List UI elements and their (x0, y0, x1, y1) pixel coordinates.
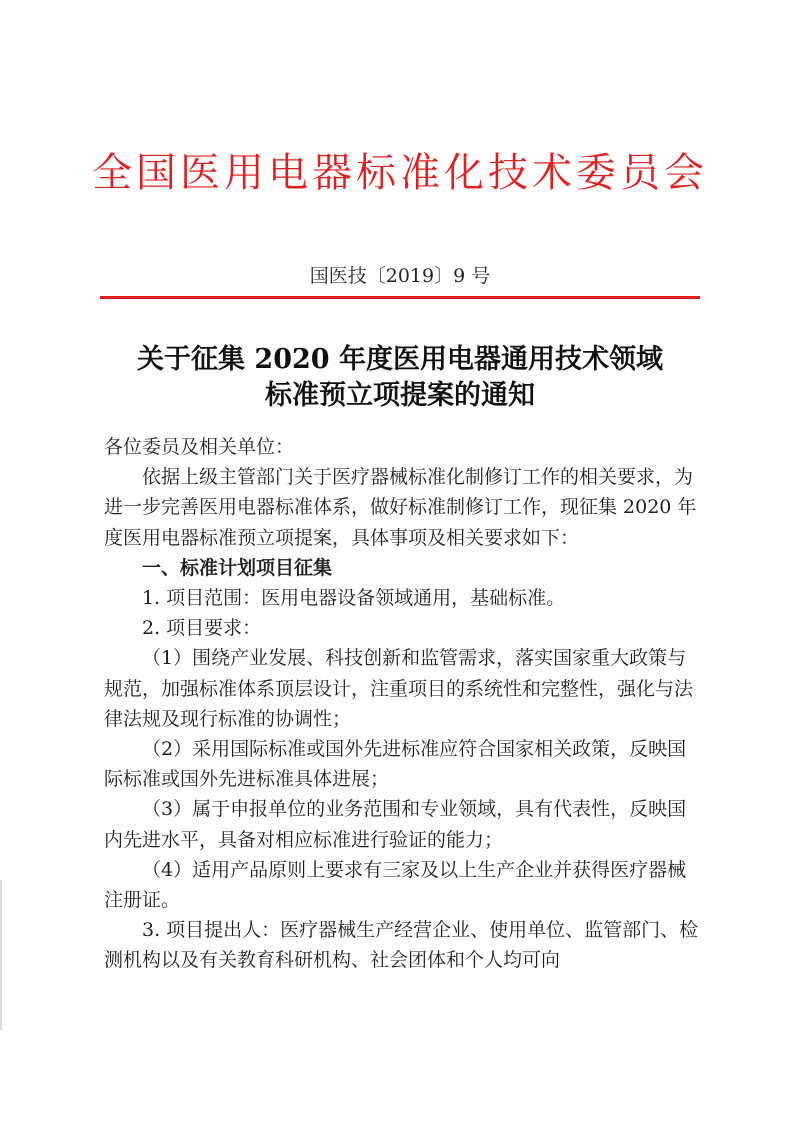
organization-header: 全国医用电器标准化技术委员会 (92, 150, 708, 196)
requirement-1: （1）围绕产业发展、科技创新和监管需求，落实国家重大政策与规范，加强标准体系顶层设计，注重项目的系统性和完整性，强化与法律法规及现行标准的协调性； (104, 647, 694, 730)
intro-paragraph: 依据上级主管部门关于医疗器械标准化制修订工作的相关要求，为进一步完善医用电器标准体系，做好标准制修订工作，现征集 2020 年度医用电器标准预立项提案，具体事项及相关要求如下： (104, 466, 697, 549)
notice-title-line-1: 关于征集 2020 年度医用电器通用技术领域 (137, 344, 663, 375)
notice-body (104, 432, 700, 976)
header-divider (100, 296, 700, 299)
list-item-proposer: 3. 项目提出人：医疗器械生产经营企业、使用单位、监管部门、检测机构以及有关教育科研机构、社会团体和个人均可向 (104, 919, 699, 972)
scan-edge-mark (0, 880, 2, 1030)
section-heading: 一、标准计划项目征集 (142, 556, 333, 579)
document-number: 国医技〔2019〕9 号 (309, 265, 491, 287)
list-item-requirements: 2. 项目要求： (142, 617, 262, 640)
requirement-4: （4）适用产品原则上要求有三家及以上生产企业并获得医疗器械注册证。 (104, 858, 687, 912)
salutation: 各位委员及相关单位： (104, 436, 295, 458)
list-item-scope: 1. 项目范围：医用电器设备领域通用，基础标准。 (142, 587, 566, 610)
notice-title (0, 342, 800, 414)
requirement-3: （3）属于申报单位的业务范围和专业领域，具有代表性，反映国内先进水平，具备对相应标准进行验证的能力； (104, 798, 687, 851)
requirement-2: （2）采用国际标准或国外先进标准应符合国家相关政策，反映国际标准或国外先进标准具体进展； (104, 738, 687, 791)
notice-title-line-2: 标准预立项提案的通知 (265, 380, 535, 411)
